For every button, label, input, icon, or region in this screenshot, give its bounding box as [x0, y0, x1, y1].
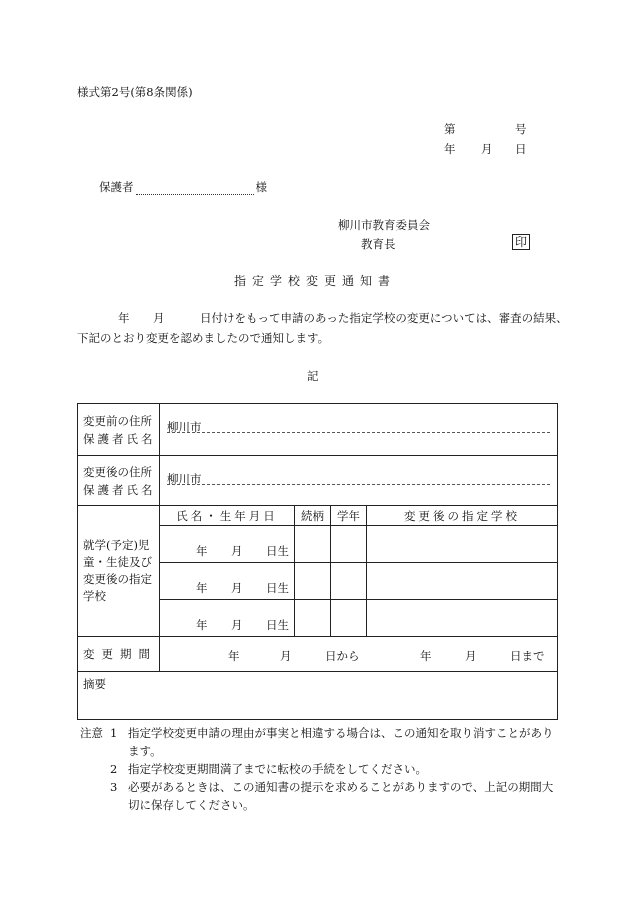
date-month: 月	[481, 142, 493, 156]
header-name-dob: 氏名・生年月日	[160, 506, 295, 526]
guardian-label: 保護者	[99, 180, 134, 194]
seal-text: 印	[512, 234, 530, 250]
note-item: 2 指定学校変更期間満了までに転校の手続をしてください。	[110, 762, 427, 776]
body-line-1: 日付けをもって申請のあった指定学校の変更については、審査の結果、	[200, 311, 568, 325]
header-grade: 学年	[331, 506, 367, 526]
dob-cell[interactable]: 年 月 日生	[160, 563, 295, 600]
note-item: 3 必要があるときは、この通知書の提示を求めることがありますので、上記の期間大切に保存してください。	[110, 780, 554, 812]
body-month: 月	[153, 311, 165, 325]
notes-head: 注意	[80, 726, 103, 740]
details-table	[77, 403, 558, 720]
dob-cell[interactable]: 年 月 日生	[160, 600, 295, 637]
header-relation: 続柄	[295, 506, 331, 526]
period-cell[interactable]: 年 月 日から 年 月 日まで	[160, 637, 558, 672]
before-city: 柳川市	[167, 420, 202, 434]
guardian-line	[99, 179, 267, 195]
before-label: 変更前の住所 保護者氏名	[78, 404, 160, 456]
date-year: 年	[444, 142, 456, 156]
period-label: 変更期間	[78, 637, 160, 672]
relation-cell[interactable]	[295, 526, 331, 563]
before-address-cell[interactable]	[160, 404, 558, 456]
grade-cell[interactable]	[331, 526, 367, 563]
doc-title: 指定学校変更通知書	[234, 274, 397, 288]
summary-cell[interactable]	[78, 672, 558, 720]
doc-no-go: 号	[515, 122, 527, 136]
guardian-suffix: 様	[255, 180, 267, 194]
body-line-2: 下記のとおり変更を認めましたので通知します。	[77, 331, 330, 345]
after-address-cell[interactable]	[160, 456, 558, 506]
before-dashed-line	[167, 432, 550, 433]
school-cell[interactable]	[367, 563, 558, 600]
school-cell[interactable]	[367, 526, 558, 563]
guardian-name-blank[interactable]	[136, 182, 254, 195]
doc-no-dai: 第	[444, 122, 456, 136]
notes-section	[80, 724, 556, 814]
form-number: 様式第2号(第8条関係)	[77, 85, 193, 99]
after-city: 柳川市	[167, 472, 202, 486]
grade-cell[interactable]	[331, 563, 367, 600]
dob-cell[interactable]: 年 月 日生	[160, 526, 295, 563]
student-label: 就学(予定)児 童・生徒及び 変更後の指定 学校	[78, 506, 160, 637]
note-item: 注意 1 指定学校変更申請の理由が事実と相違する場合は、この通知を取り消すことがあります。	[80, 726, 554, 758]
relation-cell[interactable]	[295, 563, 331, 600]
issuer-title: 教育長	[361, 237, 396, 251]
relation-cell[interactable]	[295, 600, 331, 637]
school-cell[interactable]	[367, 600, 558, 637]
header-school: 変更後の指定学校	[367, 506, 558, 526]
issuer-org: 柳川市教育委員会	[338, 218, 430, 232]
summary-label: 摘要	[83, 677, 106, 691]
body-year: 年	[118, 311, 130, 325]
grade-cell[interactable]	[331, 600, 367, 637]
ki-marker: 記	[307, 369, 319, 383]
after-dashed-line	[167, 484, 550, 485]
after-label: 変更後の住所 保護者氏名	[78, 456, 160, 506]
seal-mark	[512, 234, 530, 250]
date-day: 日	[515, 142, 527, 156]
